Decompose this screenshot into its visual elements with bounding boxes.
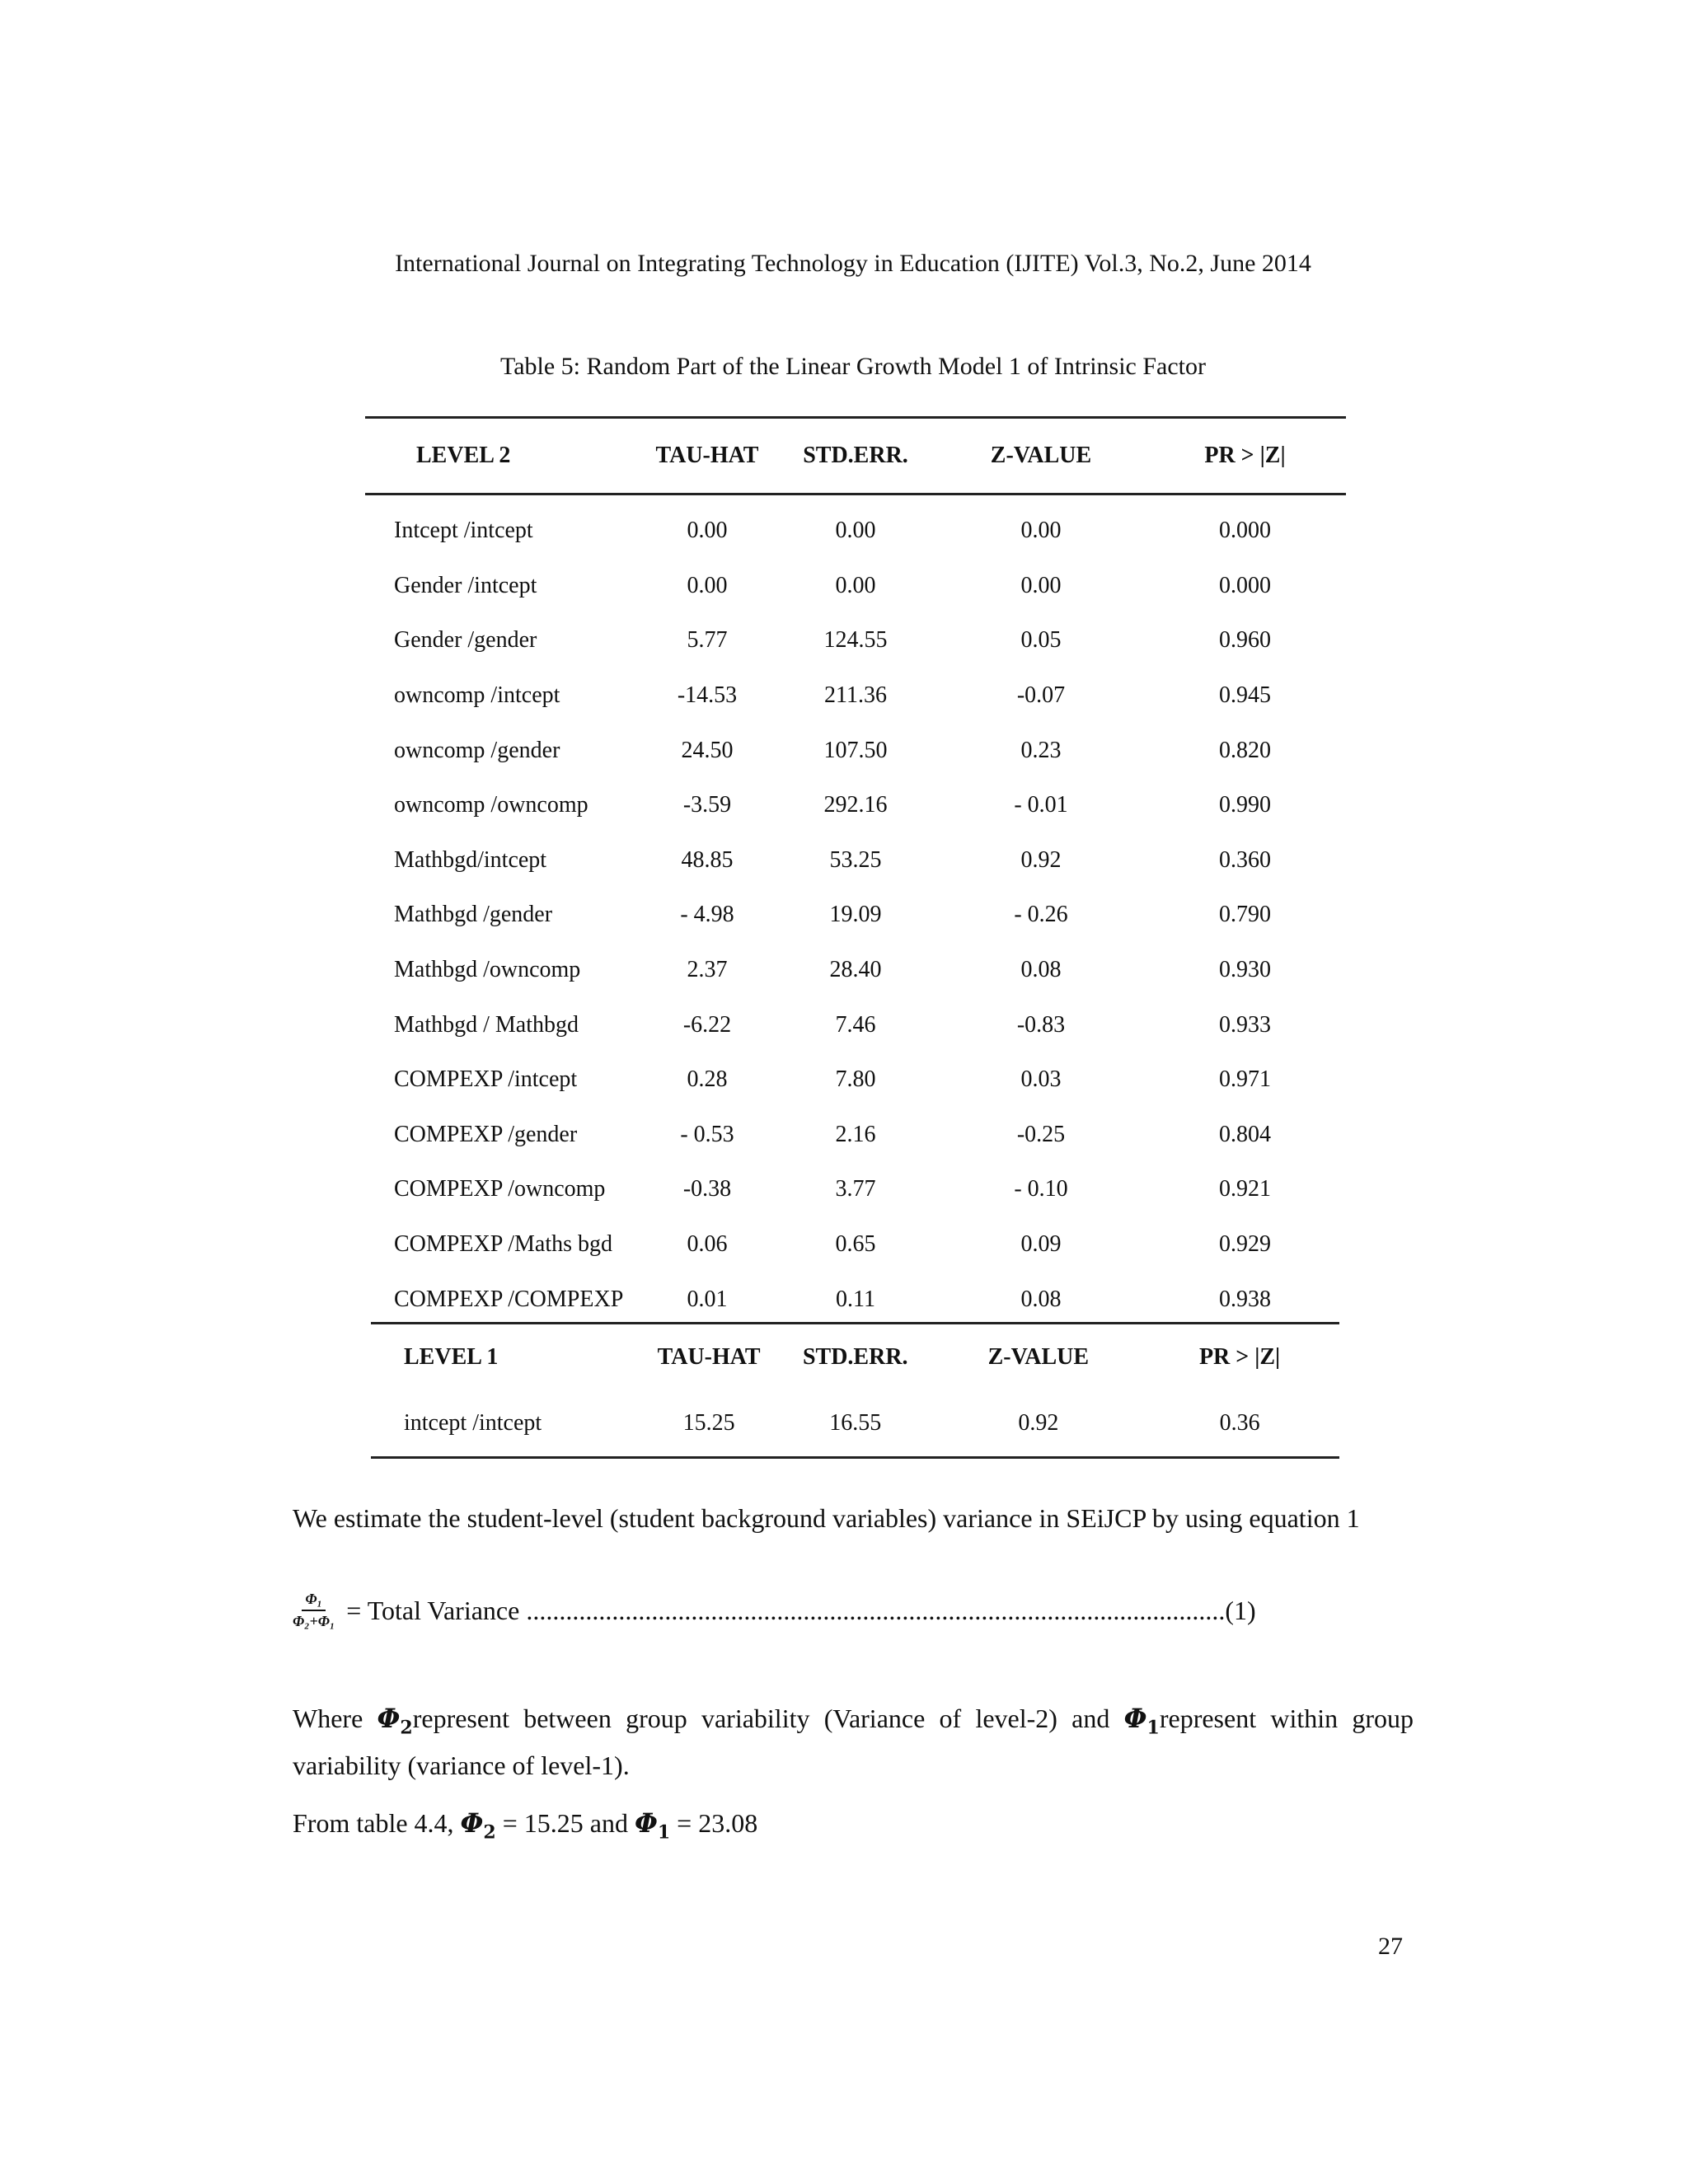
table-cell: COMPEXP /gender xyxy=(394,1121,578,1147)
table-cell: -0.25 xyxy=(1016,1121,1066,1147)
journal-header: International Journal on Integrating Technology in Education (IJITE) Vol.3, No.2, June 2014 xyxy=(395,250,1311,277)
level1-table xyxy=(371,1322,1339,1459)
table-cell: 0.921 xyxy=(1219,1176,1271,1202)
table-cell: 0.11 xyxy=(836,1286,875,1312)
table-cell: 0.36 xyxy=(1219,1410,1260,1436)
table-cell: Gender /intcept xyxy=(394,572,537,598)
column-header: PR > |Z| xyxy=(1198,1344,1281,1370)
table-cell: 0.23 xyxy=(1020,737,1062,763)
column-header: LEVEL 1 xyxy=(404,1344,499,1370)
table-cell: intcept /intcept xyxy=(404,1410,542,1436)
table-cell: 28.40 xyxy=(829,957,882,983)
table-row xyxy=(365,1052,1346,1108)
table-row xyxy=(365,778,1346,833)
table-cell: 107.50 xyxy=(823,737,888,763)
table-cell: 0.00 xyxy=(835,518,876,544)
where-text-b: represent between group variability (Variance of level-2) and xyxy=(412,1704,1124,1733)
table-cell: 0.08 xyxy=(1020,957,1062,983)
table-cell: 5.77 xyxy=(687,627,728,654)
table-cell: 211.36 xyxy=(824,682,887,709)
table-cell: Mathbgd /gender xyxy=(394,902,553,928)
table-cell: 0.03 xyxy=(1020,1066,1062,1093)
table-row xyxy=(365,1162,1346,1217)
column-header: TAU-HAT xyxy=(657,1344,761,1370)
where-text-c: represent within group variability (variance of level-1). xyxy=(293,1704,1414,1781)
table-cell: 0.00 xyxy=(835,572,876,598)
table-cell: - 0.53 xyxy=(680,1121,734,1147)
table-row xyxy=(365,888,1346,943)
table-row xyxy=(365,559,1346,614)
column-header: PR > |Z| xyxy=(1204,443,1286,468)
paragraph-from-table xyxy=(293,1807,1414,1849)
table-cell: 19.09 xyxy=(829,902,882,928)
table-cell: 0.08 xyxy=(1020,1286,1062,1312)
table-cell: 0.933 xyxy=(1219,1011,1271,1038)
table-cell: - 0.26 xyxy=(1014,902,1068,928)
table-cell: -0.83 xyxy=(1016,1011,1066,1038)
table-cell: 0.92 xyxy=(1018,1410,1059,1436)
table-row xyxy=(365,1108,1346,1163)
table-cell: 0.000 xyxy=(1219,572,1271,598)
table-cell: -0.07 xyxy=(1016,682,1066,709)
table-row xyxy=(365,1272,1346,1327)
table-cell: 2.16 xyxy=(835,1121,876,1147)
table-cell: 0.06 xyxy=(687,1231,728,1258)
table-row xyxy=(365,504,1346,559)
table-cell: Intcept /intcept xyxy=(394,518,533,544)
table-cell: 292.16 xyxy=(823,792,888,818)
phi-2-symbol: $\Phi_2$ xyxy=(460,1807,496,1844)
table-row xyxy=(365,723,1346,778)
table-cell: owncomp /gender xyxy=(394,737,560,763)
table-cell: 0.28 xyxy=(687,1066,728,1093)
table-cell: 0.01 xyxy=(687,1286,728,1312)
table-cell: 0.000 xyxy=(1219,518,1271,544)
column-header: TAU-HAT xyxy=(655,443,759,468)
table-row xyxy=(365,997,1346,1052)
table-cell: 0.930 xyxy=(1219,957,1271,983)
variance-fraction xyxy=(293,1591,335,1630)
table-cell: 48.85 xyxy=(681,846,734,873)
level2-body xyxy=(365,495,1346,1327)
table-cell: 0.804 xyxy=(1219,1121,1271,1147)
table-cell: 53.25 xyxy=(829,846,882,873)
level1-body xyxy=(371,1390,1339,1456)
table-cell: 7.80 xyxy=(835,1066,876,1093)
table-cell: Gender /gender xyxy=(394,627,537,654)
table-row xyxy=(365,943,1346,998)
phi-1-symbol: $\Phi_1$ xyxy=(634,1807,671,1844)
table-row xyxy=(365,833,1346,888)
table-cell: Mathbgd/intcept xyxy=(394,846,547,873)
phi-2-symbol: $\Phi_2$ xyxy=(377,1703,413,1739)
where-text-a: Where xyxy=(293,1704,377,1733)
table-cell: COMPEXP /owncomp xyxy=(394,1176,606,1202)
table-cell: owncomp /intcept xyxy=(394,682,560,709)
column-header: LEVEL 2 xyxy=(416,443,511,468)
table-cell: 0.65 xyxy=(835,1231,876,1258)
table-cell: 0.00 xyxy=(687,518,728,544)
table-caption: Table 5: Random Part of the Linear Growth Model 1 of Intrinsic Factor xyxy=(499,353,1207,380)
table-cell: 0.945 xyxy=(1219,682,1271,709)
table-cell: 0.929 xyxy=(1219,1231,1271,1258)
table-cell: COMPEXP /intcept xyxy=(394,1066,578,1093)
paragraph-estimate: We estimate the student-level (student background variables) variance in SEiJCP by using equation 1 xyxy=(293,1503,1360,1533)
table-cell: 0.990 xyxy=(1219,792,1271,818)
column-header: STD.ERR. xyxy=(803,443,908,468)
table-row xyxy=(371,1390,1339,1456)
table-cell: 0.971 xyxy=(1219,1066,1271,1093)
table-cell: 0.00 xyxy=(687,572,728,598)
table-cell: -6.22 xyxy=(682,1011,732,1038)
from-text-c: = 23.08 xyxy=(670,1808,758,1838)
table-cell: 0.09 xyxy=(1020,1231,1062,1258)
fraction-denominator: Φ₂+Φ₁ xyxy=(293,1613,335,1629)
table-cell: 7.46 xyxy=(835,1011,876,1038)
table-cell: - 0.10 xyxy=(1014,1176,1068,1202)
equation-1 xyxy=(293,1591,1414,1630)
column-header: STD.ERR. xyxy=(802,1344,908,1370)
phi-1-symbol: $\Phi_1$ xyxy=(1123,1703,1160,1739)
column-header: Z-VALUE xyxy=(987,1344,1090,1370)
table-cell: -14.53 xyxy=(677,682,738,709)
table-cell: Mathbgd / Mathbgd xyxy=(394,1011,579,1038)
table-cell: 15.25 xyxy=(682,1410,735,1436)
table-cell: 0.00 xyxy=(1020,572,1062,598)
page-number: 27 xyxy=(1378,1933,1403,1960)
table-row xyxy=(365,668,1346,724)
table-cell: -3.59 xyxy=(682,792,732,818)
table-cell: 0.360 xyxy=(1219,846,1271,873)
table-cell: COMPEXP /COMPEXP xyxy=(394,1286,624,1312)
table-cell: -0.38 xyxy=(682,1176,732,1202)
table-row xyxy=(365,1217,1346,1272)
table-cell: 0.00 xyxy=(1020,518,1062,544)
table-cell: 0.820 xyxy=(1219,737,1271,763)
from-text-a: From table 4.4, xyxy=(293,1808,461,1838)
table-cell: - 0.01 xyxy=(1014,792,1068,818)
table-row xyxy=(365,613,1346,668)
level2-header-row xyxy=(365,419,1346,495)
from-text-b: = 15.25 and xyxy=(495,1808,635,1838)
column-header: Z-VALUE xyxy=(990,443,1092,468)
table-cell: owncomp /owncomp xyxy=(394,792,588,818)
table-cell: 0.938 xyxy=(1219,1286,1271,1312)
level2-table xyxy=(365,416,1346,1327)
table-cell: 16.55 xyxy=(829,1410,882,1436)
table-cell: COMPEXP /Maths bgd xyxy=(394,1231,613,1258)
table-cell: 24.50 xyxy=(681,737,734,763)
table-cell: Mathbgd /owncomp xyxy=(394,957,581,983)
table-cell: 0.92 xyxy=(1020,846,1062,873)
table-cell: 0.05 xyxy=(1020,627,1062,654)
paragraph-where xyxy=(293,1699,1414,1784)
table-cell: 0.790 xyxy=(1219,902,1271,928)
table-cell: - 4.98 xyxy=(680,902,734,928)
table-cell: 3.77 xyxy=(835,1176,876,1202)
level1-header-row xyxy=(371,1324,1339,1390)
table-cell: 124.55 xyxy=(823,627,888,654)
fraction-numerator: Φ₁ xyxy=(302,1591,325,1611)
table-cell: 0.960 xyxy=(1219,627,1271,654)
table-cell: 2.37 xyxy=(687,957,728,983)
equation-text: = Total Variance ..........................................................................................................(1) xyxy=(346,1595,1256,1625)
